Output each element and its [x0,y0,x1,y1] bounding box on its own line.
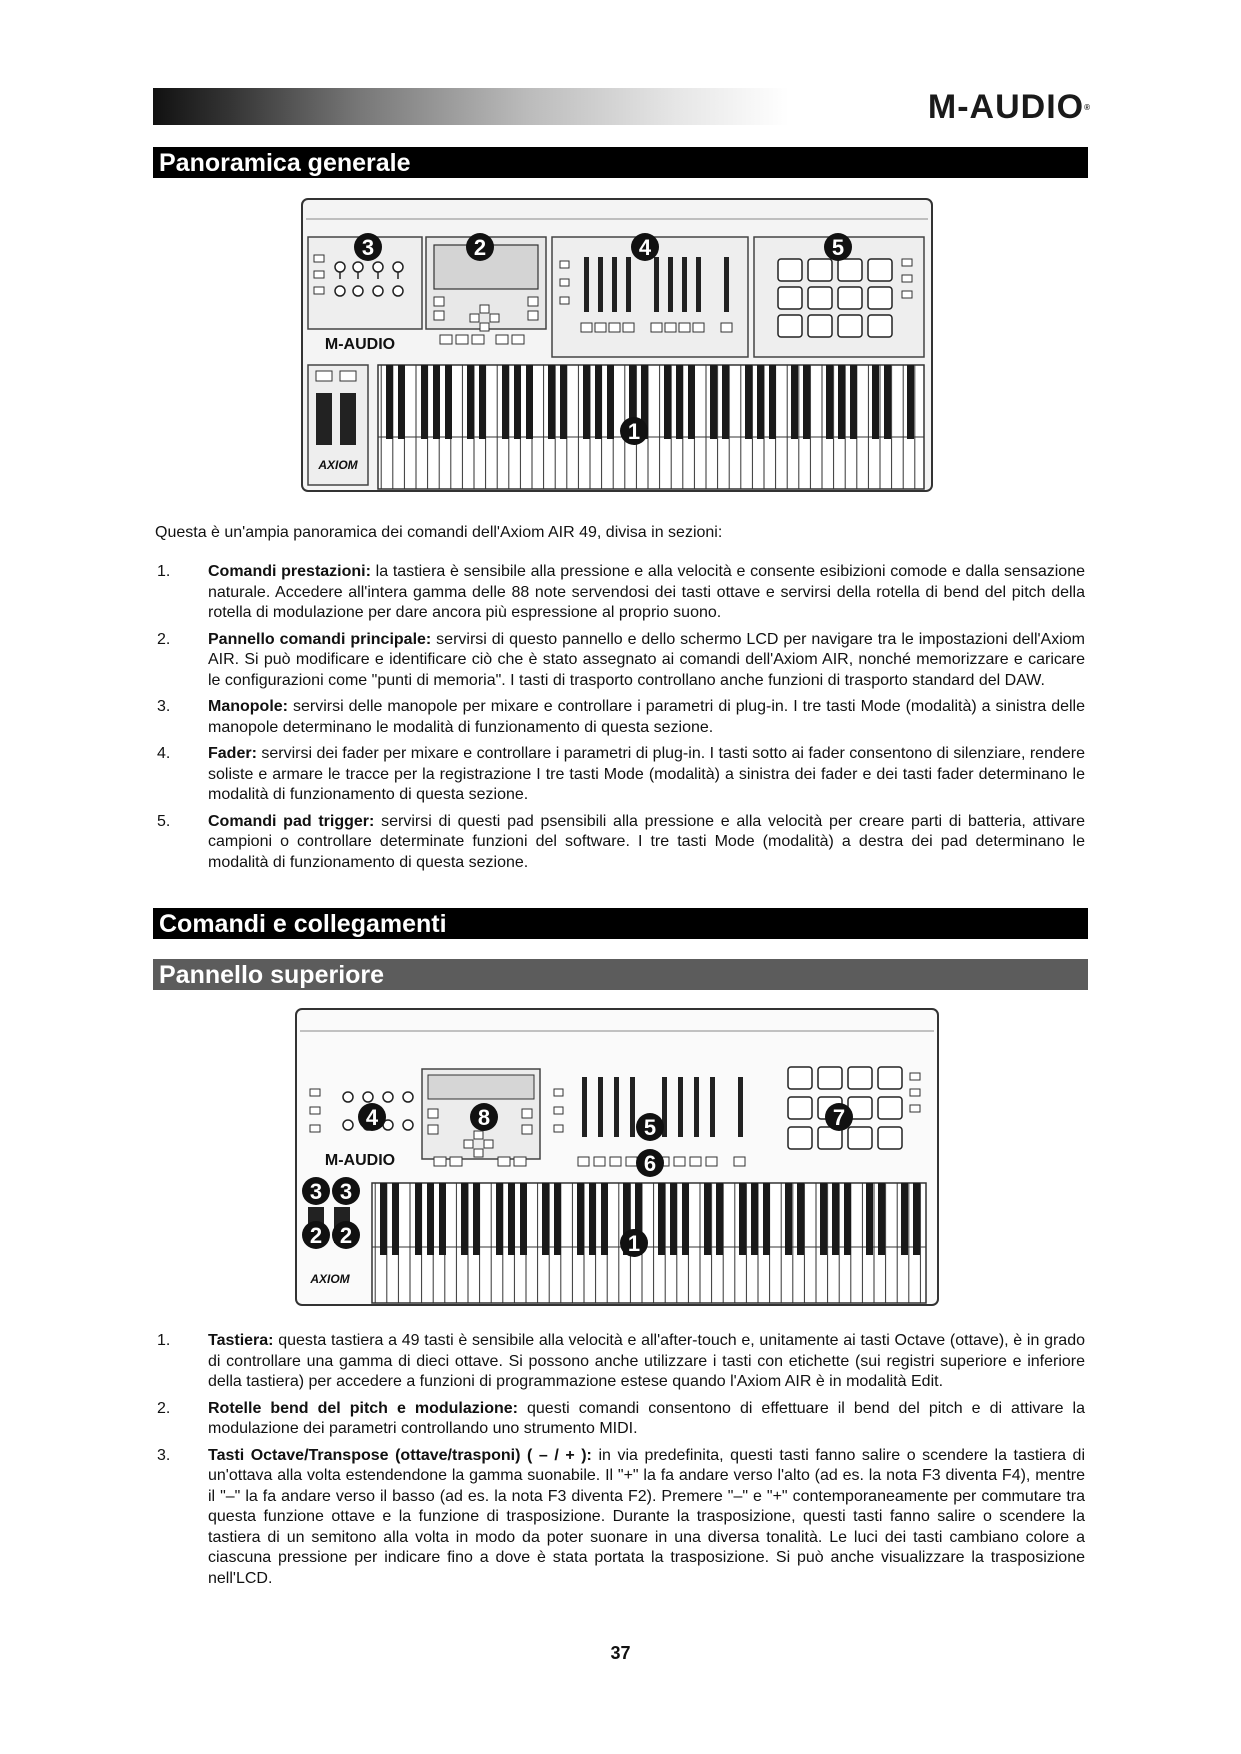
list-item: 3. Manopole: servirsi delle manopole per mixare e controllare i parametri di plug-in. I tre tasti Mode (modalità) a sinistra delle manopole determinano le modalità di funzionamento di questa sezione. [157,698,1085,736]
svg-text:5: 5 [831,235,845,260]
svg-text:3: 3 [309,1179,323,1204]
list-item: 1. Tastiera: questa tastiera a 49 tasti è sensibile alla velocità e all'after-touch e, unitamente ai tasti Octave (ottave), è in grado di controllare una gamma di dieci ottave. Si possono anche utilizzare i tasti con etichette (sui registri superiore e inferiore della tastiera) per accedere a funzioni di programmazione estese quando l'Axiom AIR è in modalità Edit. [157,1332,1085,1390]
overview-list [155,562,1085,879]
svg-text:M-AUDIO: M-AUDIO [324,1152,396,1169]
list-item: 5. Comandi pad trigger: servirsi di questi pad psensibili alla pressione e alla velocità per creare parti di batteria, attivare campioni o controllare determinate funzioni del software. I tre tasti Mode (modalità) a destra dei pad determinano le modalità di funzionamento di questa sezione. [157,812,1086,871]
keyboard-top-panel-illustration [294,1007,942,1309]
svg-text:3: 3 [361,235,375,260]
svg-text:5: 5 [643,1115,657,1140]
list-item: 2. Pannello comandi principale: servirsi di questo pannello e dello schermo LCD per navigare tra le impostazioni dell'Axiom AIR. Si può modificare e identificare ciò che è stato assegnato ai comandi dell'Axiom AIR, nonché memorizzare e caricare le configurazioni come "punti di memoria". I tasti di trasporto controllano anche funzioni di trasporto standard del DAW. [157,630,1086,689]
svg-text:3: 3 [339,1179,353,1204]
list-item: 4. Fader: servirsi dei fader per mixare e controllare i parametri di plug-in. I tasti sotto ai fader consentono di silenziare, rendere soliste e armare le tracce per la registrazione I tre tasti Mode (modalità) a sinistra dei fader e dei tasti fader determinano le modalità di funzionamento di questa sezione. [157,745,1085,803]
svg-text:2: 2 [473,235,487,260]
svg-text:4: 4 [638,235,652,260]
svg-text:1: 1 [627,1231,641,1256]
figure-overview [300,197,940,502]
intro-text: Questa è un'ampia panoramica dei comandi dell'Axiom AIR 49, divisa in sezioni: [155,524,723,541]
svg-text:1: 1 [627,419,641,444]
svg-text:2: 2 [309,1223,323,1248]
panel-list [155,1331,1085,1595]
figure-top-panel [294,1007,942,1314]
section-title-top-panel: Pannello superiore [153,959,1088,990]
svg-text:7: 7 [832,1105,846,1130]
list-item: 2. Rotelle bend del pitch e modulazione: questi comandi consentono di effettuare il bend del pitch e di attivare la modulazione dei parametri controllando uno strumento MIDI. [157,1399,1085,1437]
svg-text:2: 2 [339,1223,353,1248]
list-item: 3. Tasti Octave/Transpose (ottave/trasponi) ( – / + ): in via predefinita, questi tasti fanno salire o scendere la tastiera di un'ottava alla volta estendendone la gamma suonabile. Il "+" la fa andare verso l'alto (ad es. la nota F3 diventa F4), mentre il "–" la fa andare verso il basso (ad es. la nota F3 diventa F2). Premere "–" e "+" contemporaneamente per commutare tra questa funzione ottave e la funzione di trasposizione. Durante la trasposizione, questi tasti fanno salire o scendere la tastiera di un semitono alla volta in modo da poter suonare in una diversa tonalità. Le luci dei tasti cambiano colore a ciascuna pressione per indicare fino a dove è stata portata la trasposizione. Si può anche visualizzare la trasposizione nell'LCD. [157,1446,1085,1587]
page-number: 37 [610,1643,631,1663]
section-title-overview: Panoramica generale [153,147,1088,178]
svg-text:8: 8 [477,1105,491,1130]
svg-text:AXIOM: AXIOM [310,1272,350,1286]
brand-logo: M-AUDIO® [927,88,1091,126]
svg-text:M-AUDIO: M-AUDIO [324,336,396,353]
svg-text:4: 4 [365,1105,379,1130]
section-title-controls: Comandi e collegamenti [153,908,1088,939]
svg-text:6: 6 [643,1151,657,1176]
svg-text:AXIOM: AXIOM [318,458,358,472]
keyboard-overview-illustration [300,197,940,497]
list-item: 1. Comandi prestazioni: la tastiera è sensibile alla pressione e alla velocità e consente esibizioni comode e dalla sensazione naturale. Accedere all'intera gamma delle 88 note servendosi dei tasti ottave e servirsi della rotella di bend del pitch della rotella di modulazione per dare ancora più espressione al proprio suono. [157,563,1085,621]
